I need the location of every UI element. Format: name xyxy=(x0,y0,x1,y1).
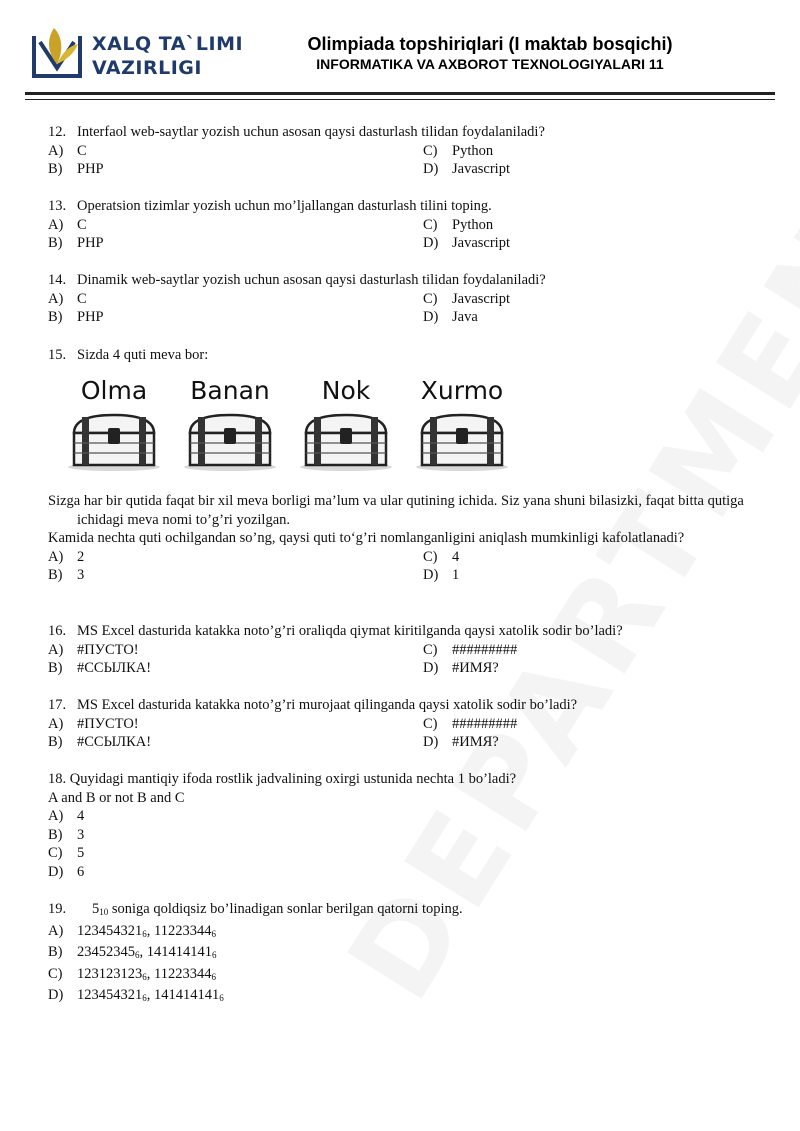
option-letter: D) xyxy=(423,309,439,325)
option-a[interactable] xyxy=(48,641,423,660)
option-c[interactable] xyxy=(423,216,768,235)
option-text: PHP xyxy=(77,235,104,251)
option-text: #ИМЯ? xyxy=(452,660,499,676)
option-letter: D) xyxy=(48,987,64,1003)
logo-line-2: VAZIRLIGI xyxy=(92,57,202,79)
option-letter: B) xyxy=(48,660,63,676)
base-subscript: 6 xyxy=(142,993,147,1003)
logic-expression: A and B or not B and C xyxy=(48,789,185,806)
base-subscript: 6 xyxy=(211,971,216,982)
option-letter: C) xyxy=(423,142,438,159)
option-letter: C) xyxy=(48,845,63,861)
option-text: #ПУСТО! xyxy=(77,715,139,732)
option-letter: B) xyxy=(48,944,63,960)
question-17 xyxy=(48,696,768,752)
option-text: 3 xyxy=(77,567,85,583)
option-text: $123454321_6$, $11223344_6$ xyxy=(77,922,216,939)
question-19 xyxy=(48,900,768,1008)
option-text: 6 xyxy=(77,863,85,880)
question-number: 16. xyxy=(48,623,67,639)
question-text xyxy=(92,900,463,922)
box-xurmo xyxy=(412,375,512,471)
option-d[interactable] xyxy=(48,986,768,1008)
treasure-chest-icon xyxy=(184,411,276,471)
option-a[interactable] xyxy=(48,548,423,567)
option-text: C xyxy=(77,142,87,159)
option-text: #ССЫЛКА! xyxy=(77,734,152,750)
base-subscript: 10 xyxy=(99,907,109,917)
question-14 xyxy=(48,271,768,327)
base-subscript: 6 xyxy=(142,928,147,939)
option-letter: D) xyxy=(423,235,439,251)
base-subscript: 6 xyxy=(142,971,147,982)
option-letter: A) xyxy=(48,641,64,658)
number: 11223344 xyxy=(154,922,212,939)
option-c[interactable] xyxy=(423,142,768,161)
option-letter: C) xyxy=(423,548,438,565)
question-number: 15. xyxy=(48,347,67,363)
question-number: 17. xyxy=(48,697,67,713)
option-letter: C) xyxy=(423,216,438,233)
box-label: Nok xyxy=(321,376,371,405)
base-subscript: 6 xyxy=(219,993,224,1003)
number: 141414141 xyxy=(154,987,220,1003)
option-a[interactable] xyxy=(48,216,423,235)
page-header xyxy=(0,0,800,100)
option-letter: C) xyxy=(48,965,63,982)
option-letter: B) xyxy=(48,826,63,843)
option-text: $123123123_6$, $11223344_6$ xyxy=(77,965,216,982)
option-letter: B) xyxy=(48,235,63,251)
option-text: ######### xyxy=(452,715,518,732)
option-letter: A) xyxy=(48,216,64,233)
number: 123454321 xyxy=(77,987,143,1003)
option-b[interactable] xyxy=(48,826,768,845)
option-d[interactable] xyxy=(423,308,768,327)
option-text: Python xyxy=(452,142,494,159)
question-number: 12. xyxy=(48,124,67,140)
question-text-rest: soniga qoldiqsiz bo’linadigan sonlar berilgan qatorni toping. xyxy=(111,901,463,917)
option-letter: D) xyxy=(48,863,64,880)
option-text: 5 xyxy=(77,845,85,861)
option-letter: D) xyxy=(423,161,439,177)
option-text: 4 xyxy=(77,808,85,824)
question-text: Operatsion tizimlar yozish uchun mo’ljallangan dasturlash tilini toping. xyxy=(77,198,492,214)
option-letter: A) xyxy=(48,715,64,732)
fruit-boxes xyxy=(64,375,534,475)
option-text: Python xyxy=(452,216,494,233)
option-d[interactable] xyxy=(423,566,768,585)
option-d[interactable] xyxy=(48,863,768,882)
question-text: 18. Quyidagi mantiqiy ifoda rostlik jadvalining oxirgi ustunida nechta 1 bo’ladi? xyxy=(48,771,517,787)
treasure-chest-icon xyxy=(416,411,508,471)
option-d[interactable] xyxy=(423,659,768,678)
question-16 xyxy=(48,622,768,678)
option-text: 3 xyxy=(77,826,85,843)
option-text: ######### xyxy=(452,641,518,658)
number: 23452345 xyxy=(77,944,135,960)
option-b[interactable] xyxy=(48,308,423,327)
box-banan xyxy=(180,375,280,471)
option-text: PHP xyxy=(77,161,104,177)
option-letter: A) xyxy=(48,142,64,159)
option-a[interactable] xyxy=(48,142,423,161)
number: 123454321 xyxy=(77,922,143,939)
question-18 xyxy=(48,770,768,881)
option-letter: D) xyxy=(423,734,439,750)
option-c[interactable] xyxy=(423,290,768,309)
question-number: 13. xyxy=(48,198,67,214)
option-c[interactable] xyxy=(423,715,768,734)
option-letter: B) xyxy=(48,567,63,583)
option-letter: A) xyxy=(48,808,64,824)
option-d[interactable] xyxy=(423,234,768,253)
number: 141414141 xyxy=(146,944,212,960)
base-number: 5 xyxy=(92,901,100,917)
page-title: Olimpiada topshiriqlari (I maktab bosqichi) xyxy=(307,34,673,54)
base-subscript: 6 xyxy=(135,950,140,960)
option-text: Java xyxy=(452,309,478,325)
question-text: Sizda 4 quti meva bor: xyxy=(77,347,209,363)
option-text: 2 xyxy=(77,548,85,565)
question-number: 19. xyxy=(48,901,67,917)
option-letter: B) xyxy=(48,734,63,750)
option-d[interactable] xyxy=(423,733,768,752)
option-b[interactable] xyxy=(48,160,423,179)
option-letter: A) xyxy=(48,922,64,939)
treasure-chest-icon xyxy=(68,411,160,471)
question-15-intro xyxy=(48,346,768,365)
option-text: 4 xyxy=(452,548,460,565)
option-text: #ССЫЛКА! xyxy=(77,660,152,676)
option-c[interactable] xyxy=(48,965,768,987)
box-label: Banan xyxy=(190,376,270,405)
question-number: 14. xyxy=(48,272,67,288)
base-subscript: 6 xyxy=(212,950,217,960)
box-label: Olma xyxy=(80,376,148,405)
base-subscript: 6 xyxy=(211,928,216,939)
option-d[interactable] xyxy=(423,160,768,179)
option-a[interactable] xyxy=(48,290,423,309)
option-letter: D) xyxy=(423,567,439,583)
option-text: $23452345_6$, $141414141_6$ xyxy=(77,944,217,960)
logo-line-1: XALQ TA`LIMI xyxy=(92,33,244,55)
option-text: #ПУСТО! xyxy=(77,641,139,658)
box-nok xyxy=(296,375,396,471)
option-text: 1 xyxy=(452,567,460,583)
question-13 xyxy=(48,197,768,253)
option-text: Javascript xyxy=(452,161,510,177)
box-label: Xurmo xyxy=(420,376,504,405)
question-text: Interfaol web-saytlar yozish uchun asosan qaysi dasturlash tilidan foydalaniladi? xyxy=(77,124,545,140)
option-letter: C) xyxy=(423,641,438,658)
option-text: C xyxy=(77,290,87,307)
ministry-logo-icon xyxy=(28,24,86,82)
option-letter: D) xyxy=(423,660,439,676)
treasure-chest-icon xyxy=(300,411,392,471)
option-letter: B) xyxy=(48,161,63,177)
ministry-logo-text xyxy=(92,32,243,80)
option-letter: C) xyxy=(423,715,438,732)
option-text: #ИМЯ? xyxy=(452,734,499,750)
header-divider xyxy=(25,92,775,100)
question-15 xyxy=(48,492,768,585)
question-12 xyxy=(48,123,768,179)
option-letter: B) xyxy=(48,309,63,325)
option-text: Javascript xyxy=(452,290,510,307)
option-b[interactable] xyxy=(48,566,423,585)
page-subtitle: INFORMATIKA VA AXBOROT TEXNOLOGIYALARI 11 xyxy=(316,56,664,72)
option-letter: A) xyxy=(48,290,64,307)
option-text: $123454321_6$, $141414141_6$ xyxy=(77,987,224,1003)
option-text: C xyxy=(77,216,87,233)
number: 123123123 xyxy=(77,965,143,982)
option-c[interactable] xyxy=(48,844,768,863)
question-text: Dinamik web-saytlar yozish uchun asosan qaysi dasturlash tilidan foydalaniladi? xyxy=(77,272,546,288)
option-b[interactable] xyxy=(48,234,423,253)
question-paragraph: Kamida nechta quti ochilgandan so’ng, qaysi quti to‘g’ri nomlanganligini aniqlash mumkinligi kafolatlanadi? xyxy=(48,530,685,546)
option-a[interactable] xyxy=(48,922,768,944)
number: 11223344 xyxy=(154,965,212,982)
option-b[interactable] xyxy=(48,659,423,678)
option-letter: A) xyxy=(48,548,64,565)
option-c[interactable] xyxy=(423,548,768,567)
option-a[interactable] xyxy=(48,807,768,826)
option-c[interactable] xyxy=(423,641,768,660)
option-b[interactable] xyxy=(48,733,423,752)
question-text: MS Excel dasturida katakka noto’g’ri murojaat qilinganda qaysi xatolik sodir bo’ladi? xyxy=(77,697,578,713)
option-b[interactable] xyxy=(48,943,768,965)
question-text: MS Excel dasturida katakka noto’g’ri oraliqda qiymat kiritilganda qaysi xatolik sodir bo’ladi? xyxy=(77,623,623,639)
option-a[interactable] xyxy=(48,715,423,734)
option-text: Javascript xyxy=(452,235,510,251)
option-letter: C) xyxy=(423,290,438,307)
box-olma xyxy=(64,375,164,471)
option-text: PHP xyxy=(77,309,104,325)
question-paragraph: Sizga har bir qutida faqat bir xil meva borligi ma’lum va ular qutining ichida. Siz yana shuni bilasizki, faqat bitta qutiga ichidagi meva nomi to’g’ri yozilgan. xyxy=(48,493,744,528)
